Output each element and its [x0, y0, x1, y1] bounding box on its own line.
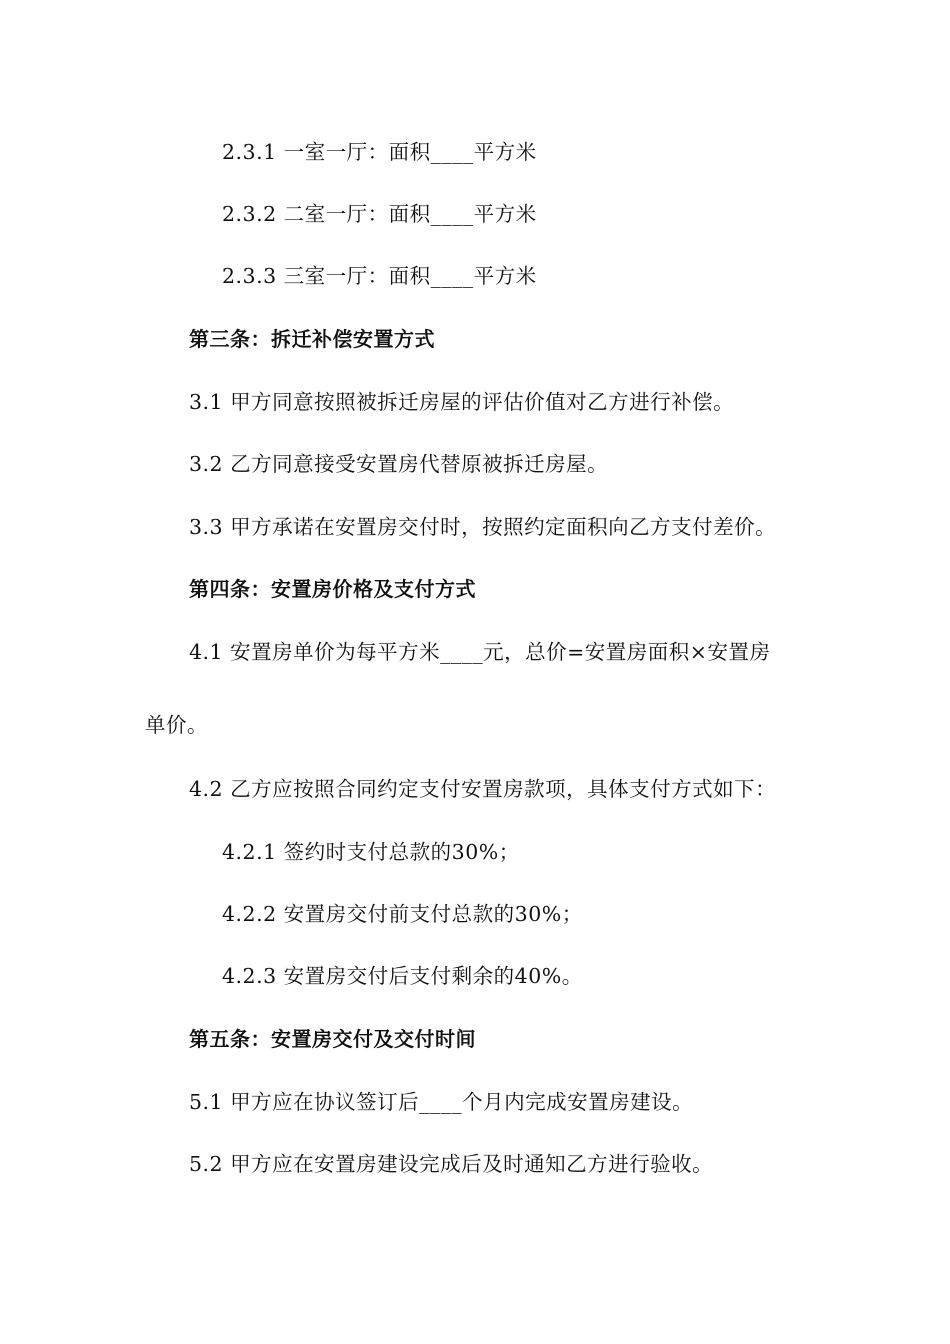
clause-4-1: 4.1 安置房单价为每平方米____元，总价=安置房面积×安置房: [189, 640, 771, 664]
clause-2-3-1: 2.3.1 一室一厅：面积____平方米: [222, 140, 537, 164]
clause-4-2-1: 4.2.1 签约时支付总款的30%；: [222, 840, 520, 864]
article-4-heading: 第四条：安置房价格及支付方式: [189, 577, 476, 601]
clause-5-1: 5.1 甲方应在协议签订后____个月内完成安置房建设。: [189, 1090, 694, 1114]
clause-4-1-continuation: 单价。: [145, 713, 208, 737]
article-5-heading: 第五条：安置房交付及交付时间: [189, 1027, 476, 1051]
clause-3-1: 3.1 甲方同意按照被拆迁房屋的评估价值对乙方进行补偿。: [189, 390, 735, 414]
clause-2-3-3: 2.3.3 三室一厅：面积____平方米: [222, 264, 537, 288]
article-3-heading: 第三条：拆迁补偿安置方式: [189, 327, 435, 351]
clause-4-2-2: 4.2.2 安置房交付前支付总款的30%；: [222, 902, 583, 926]
clause-4-2-3: 4.2.3 安置房交付后支付剩余的40%。: [222, 964, 583, 988]
clause-2-3-2: 2.3.2 二室一厅：面积____平方米: [222, 202, 537, 226]
clause-5-2: 5.2 甲方应在安置房建设完成后及时通知乙方进行验收。: [189, 1152, 714, 1176]
clause-3-3: 3.3 甲方承诺在安置房交付时，按照约定面积向乙方支付差价。: [189, 515, 777, 539]
clause-3-2: 3.2 乙方同意接受安置房代替原被拆迁房屋。: [189, 452, 609, 476]
clause-4-2: 4.2 乙方应按照合同约定支付安置房款项，具体支付方式如下：: [189, 777, 777, 801]
